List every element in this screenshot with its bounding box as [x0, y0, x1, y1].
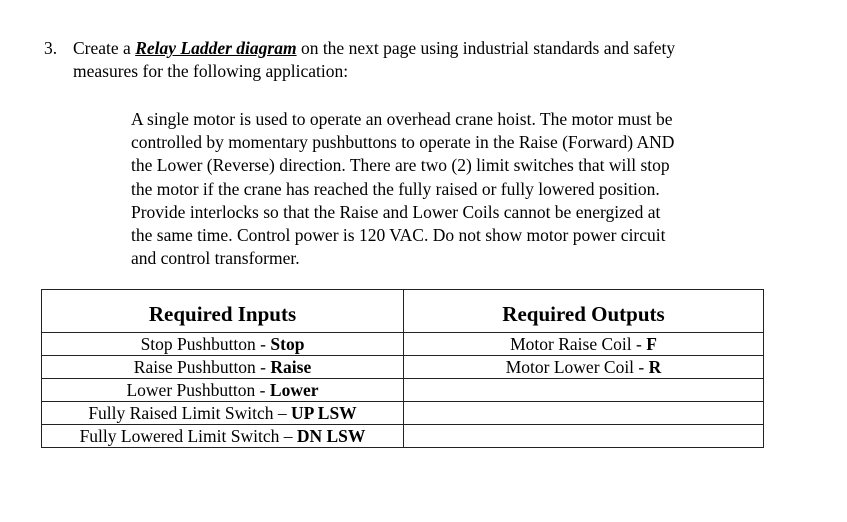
input-tag: Lower	[269, 380, 319, 400]
output-label: Motor Lower Coil -	[505, 357, 649, 377]
input-label: Fully Raised Limit Switch –	[88, 403, 292, 423]
question-line-2: measures for the following application:	[73, 61, 349, 81]
question-line-1	[73, 37, 675, 59]
description-line: and control transformer.	[131, 248, 300, 269]
inputs-header: Required Inputs	[42, 290, 404, 333]
output-cell-empty	[404, 402, 764, 425]
outputs-header: Required Outputs	[404, 290, 764, 333]
table-row	[42, 333, 764, 356]
description-line: A single motor is used to operate an overhead crane hoist. The motor must be	[131, 109, 673, 129]
description-line: Provide interlocks so that the Raise and Lower Coils cannot be energized at	[131, 201, 661, 222]
input-cell	[42, 425, 404, 448]
description-line: the Lower (Reverse) direction. There are two (2) limit switches that will stop	[131, 155, 670, 176]
application-description	[131, 108, 771, 270]
output-cell	[404, 356, 764, 379]
question-number: 3.	[44, 38, 58, 58]
output-label: Motor Raise Coil -	[510, 334, 647, 354]
question-suffix: on the next page using industrial standards and safety	[296, 38, 676, 58]
table-header-row	[42, 290, 764, 333]
input-label: Raise Pushbutton -	[133, 357, 271, 377]
requirements-table	[41, 289, 764, 448]
input-label: Lower Pushbutton -	[126, 380, 270, 400]
description-line: controlled by momentary pushbuttons to operate in the Raise (Forward) AND	[131, 132, 675, 153]
output-cell	[404, 333, 764, 356]
description-line: the same time. Control power is 120 VAC. Do not show motor power circuit	[131, 225, 666, 246]
question-prefix: Create a	[73, 38, 136, 58]
input-cell	[42, 356, 404, 379]
output-cell-empty	[404, 425, 764, 448]
output-cell-empty	[404, 379, 764, 402]
input-cell	[42, 402, 404, 425]
table-row	[42, 356, 764, 379]
input-label: Fully Lowered Limit Switch –	[79, 426, 297, 446]
input-tag: Raise	[270, 357, 312, 377]
input-tag: Stop	[270, 334, 305, 354]
input-tag: UP LSW	[291, 403, 357, 423]
table-row	[42, 402, 764, 425]
table-row	[42, 379, 764, 402]
table-row	[42, 425, 764, 448]
input-cell	[42, 333, 404, 356]
input-label: Stop Pushbutton -	[140, 334, 271, 354]
description-line: the motor if the crane has reached the fully raised or fully lowered position.	[131, 178, 660, 199]
input-cell	[42, 379, 404, 402]
input-tag: DN LSW	[296, 426, 366, 446]
output-tag: R	[648, 357, 662, 377]
output-tag: F	[646, 334, 657, 354]
diagram-title: Relay Ladder diagram	[135, 38, 297, 58]
